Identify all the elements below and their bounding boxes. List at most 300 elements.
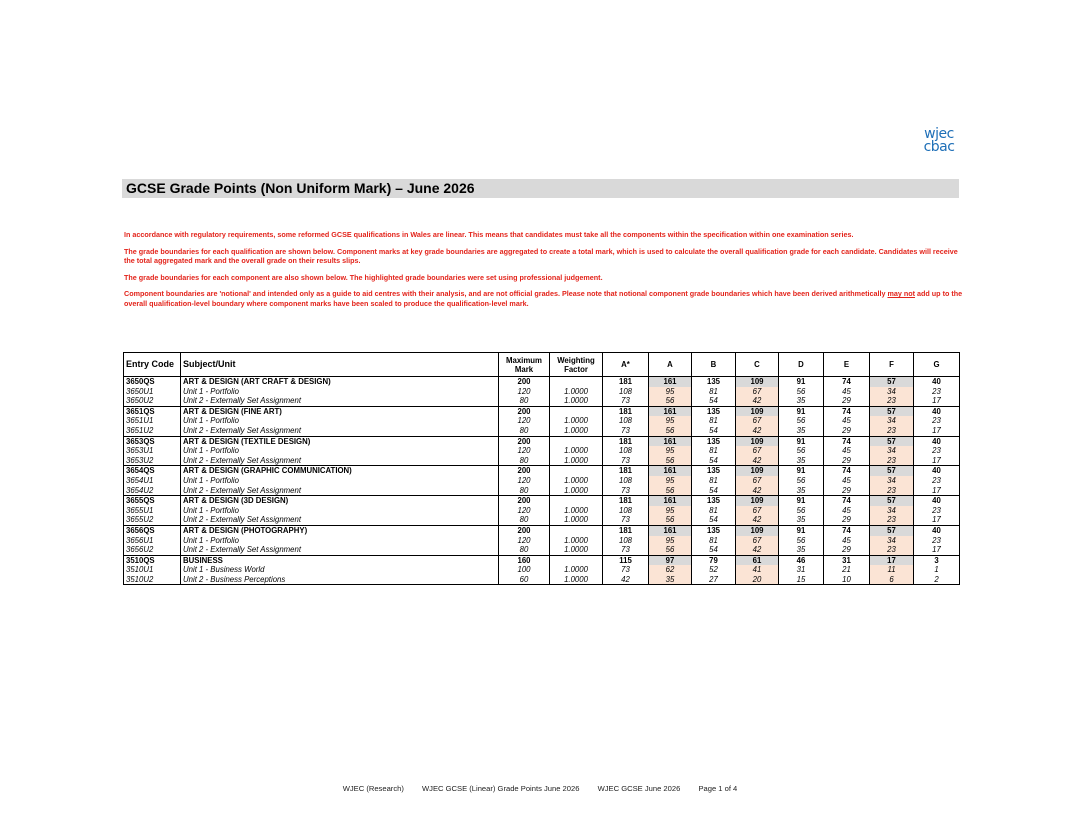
weighting-cell: 1.0000 <box>550 426 603 436</box>
entry-code-cell: 3654U2 <box>124 486 181 496</box>
subject-cell: Unit 2 - Externally Set Assignment <box>181 426 499 436</box>
header-grade: B <box>692 353 736 377</box>
grade-cell: 23 <box>870 426 914 436</box>
grade-cell: 17 <box>914 396 960 406</box>
grade-cell: 95 <box>649 536 692 546</box>
grade-cell: 135 <box>692 377 736 387</box>
grade-cell: 23 <box>914 476 960 486</box>
qualification-row <box>124 436 960 446</box>
grade-cell: 34 <box>870 446 914 456</box>
max-mark-cell: 120 <box>499 387 550 397</box>
entry-code-cell: 3654U1 <box>124 476 181 486</box>
subject-cell: Unit 2 - Externally Set Assignment <box>181 486 499 496</box>
entry-code-cell: 3656QS <box>124 525 181 535</box>
unit-row <box>124 476 960 486</box>
subject-cell: ART & DESIGN (GRAPHIC COMMUNICATION) <box>181 466 499 476</box>
unit-row <box>124 565 960 575</box>
grade-cell: 31 <box>779 565 824 575</box>
grade-cell: 54 <box>692 426 736 436</box>
weighting-cell <box>550 525 603 535</box>
footer-series: WJEC GCSE June 2026 <box>597 784 681 793</box>
grade-cell: 29 <box>824 486 870 496</box>
subject-cell: Unit 2 - Business Perceptions <box>181 575 499 585</box>
entry-code-cell: 3510U2 <box>124 575 181 585</box>
subject-cell: Unit 2 - Externally Set Assignment <box>181 515 499 525</box>
grade-cell: 73 <box>603 515 649 525</box>
grade-cell: 42 <box>736 515 779 525</box>
qualification-row <box>124 466 960 476</box>
max-mark-cell: 120 <box>499 536 550 546</box>
unit-row <box>124 515 960 525</box>
grade-cell: 135 <box>692 436 736 446</box>
grade-cell: 108 <box>603 476 649 486</box>
note-notional-underline: may not <box>887 289 916 299</box>
header-grade: A <box>649 353 692 377</box>
grade-cell: 56 <box>779 476 824 486</box>
subject-cell: Unit 1 - Portfolio <box>181 476 499 486</box>
qualification-row <box>124 377 960 387</box>
unit-row <box>124 426 960 436</box>
grade-cell: 54 <box>692 456 736 466</box>
header-grade: G <box>914 353 960 377</box>
weighting-cell: 1.0000 <box>550 387 603 397</box>
entry-code-cell: 3655QS <box>124 496 181 506</box>
footer-org: WJEC (Research) <box>342 784 404 793</box>
grade-cell: 40 <box>914 525 960 535</box>
grade-cell: 52 <box>692 565 736 575</box>
grade-cell: 135 <box>692 406 736 416</box>
subject-cell: BUSINESS <box>181 555 499 565</box>
grade-cell: 42 <box>736 456 779 466</box>
max-mark-cell: 160 <box>499 555 550 565</box>
grade-cell: 108 <box>603 416 649 426</box>
grade-cell: 20 <box>736 575 779 585</box>
subject-cell: Unit 1 - Business World <box>181 565 499 575</box>
subject-cell: Unit 1 - Portfolio <box>181 416 499 426</box>
grade-cell: 31 <box>824 555 870 565</box>
grade-cell: 108 <box>603 536 649 546</box>
entry-code-cell: 3656U2 <box>124 545 181 555</box>
max-mark-cell: 80 <box>499 456 550 466</box>
grade-cell: 67 <box>736 506 779 516</box>
grade-cell: 45 <box>824 387 870 397</box>
grade-cell: 23 <box>914 506 960 516</box>
grade-cell: 57 <box>870 496 914 506</box>
grade-cell: 34 <box>870 476 914 486</box>
grade-cell: 11 <box>870 565 914 575</box>
entry-code-cell: 3650U2 <box>124 396 181 406</box>
grade-cell: 161 <box>649 377 692 387</box>
grade-cell: 45 <box>824 416 870 426</box>
grade-cell: 95 <box>649 416 692 426</box>
grade-cell: 23 <box>914 416 960 426</box>
grade-cell: 81 <box>692 506 736 516</box>
grade-cell: 23 <box>870 456 914 466</box>
grade-cell: 73 <box>603 545 649 555</box>
max-mark-cell: 80 <box>499 396 550 406</box>
note-linear: In accordance with regulatory requirements, some reformed GCSE qualifications in Wales are linear. This means that candidates must take all the components within the specification within one examination series. <box>124 230 854 239</box>
footer-page: Page 1 of 4 <box>698 784 738 793</box>
unit-row <box>124 575 960 585</box>
weighting-cell: 1.0000 <box>550 506 603 516</box>
grade-cell: 91 <box>779 436 824 446</box>
grade-cell: 161 <box>649 406 692 416</box>
notes-section <box>124 230 964 316</box>
max-mark-cell: 80 <box>499 515 550 525</box>
grade-cell: 56 <box>779 416 824 426</box>
entry-code-cell: 3651U1 <box>124 416 181 426</box>
grade-cell: 62 <box>649 565 692 575</box>
grade-cell: 67 <box>736 416 779 426</box>
grade-cell: 56 <box>779 536 824 546</box>
grade-cell: 67 <box>736 387 779 397</box>
grade-cell: 161 <box>649 525 692 535</box>
grade-cell: 35 <box>779 396 824 406</box>
grade-cell: 161 <box>649 436 692 446</box>
entry-code-cell: 3653QS <box>124 436 181 446</box>
note-notional-text-2: add up to the overall qualification-level boundary where component marks have been scaled to produce the qualification-level mark. <box>124 289 963 308</box>
grade-cell: 42 <box>736 486 779 496</box>
grade-cell: 35 <box>779 486 824 496</box>
grade-cell: 35 <box>779 456 824 466</box>
weighting-cell: 1.0000 <box>550 545 603 555</box>
grade-cell: 40 <box>914 466 960 476</box>
grade-cell: 17 <box>870 555 914 565</box>
grade-cell: 42 <box>736 545 779 555</box>
weighting-cell <box>550 555 603 565</box>
weighting-cell: 1.0000 <box>550 446 603 456</box>
max-mark-cell: 200 <box>499 525 550 535</box>
grade-cell: 91 <box>779 406 824 416</box>
grade-cell: 23 <box>870 545 914 555</box>
weighting-cell <box>550 496 603 506</box>
grade-cell: 29 <box>824 456 870 466</box>
grade-cell: 29 <box>824 426 870 436</box>
grade-cell: 109 <box>736 436 779 446</box>
grade-cell: 73 <box>603 486 649 496</box>
grade-cell: 81 <box>692 476 736 486</box>
grade-cell: 109 <box>736 377 779 387</box>
grade-cell: 108 <box>603 506 649 516</box>
grade-cell: 95 <box>649 446 692 456</box>
grade-cell: 10 <box>824 575 870 585</box>
weighting-cell <box>550 436 603 446</box>
grade-cell: 34 <box>870 536 914 546</box>
grade-cell: 81 <box>692 536 736 546</box>
grade-cell: 91 <box>779 496 824 506</box>
grade-cell: 181 <box>603 406 649 416</box>
grade-cell: 15 <box>779 575 824 585</box>
grade-cell: 46 <box>779 555 824 565</box>
header-grade: F <box>870 353 914 377</box>
max-mark-cell: 120 <box>499 476 550 486</box>
grade-cell: 135 <box>692 466 736 476</box>
entry-code-cell: 3656U1 <box>124 536 181 546</box>
grade-cell: 56 <box>649 515 692 525</box>
header-grade: A* <box>603 353 649 377</box>
weighting-cell: 1.0000 <box>550 396 603 406</box>
weighting-cell <box>550 466 603 476</box>
grade-cell: 181 <box>603 525 649 535</box>
grade-cell: 91 <box>779 377 824 387</box>
grade-cell: 40 <box>914 377 960 387</box>
subject-cell: Unit 1 - Portfolio <box>181 446 499 456</box>
header-grade: C <box>736 353 779 377</box>
footer-doc: WJEC GCSE (Linear) Grade Points June 2026 <box>422 784 580 793</box>
weighting-cell: 1.0000 <box>550 515 603 525</box>
grade-cell: 161 <box>649 496 692 506</box>
subject-cell: Unit 2 - Externally Set Assignment <box>181 456 499 466</box>
table-body <box>124 377 960 585</box>
logo-line-1: wjec <box>924 126 954 142</box>
grade-cell: 34 <box>870 416 914 426</box>
grade-cell: 54 <box>692 486 736 496</box>
max-mark-cell: 200 <box>499 377 550 387</box>
grade-cell: 2 <box>914 575 960 585</box>
logo-line-2: cbac <box>923 139 955 155</box>
qualification-row <box>124 406 960 416</box>
grade-cell: 57 <box>870 377 914 387</box>
weighting-cell: 1.0000 <box>550 476 603 486</box>
grade-cell: 34 <box>870 387 914 397</box>
grade-cell: 54 <box>692 515 736 525</box>
note-boundaries: The grade boundaries for each qualification are shown below. Component marks at key grade boundaries are aggregated to create a total mark, which is used to calculate the overall qualification grade for each candidate. Candidates will receive the total aggregated mark and the overall grade on their results slips. <box>124 246 958 266</box>
unit-row <box>124 506 960 516</box>
entry-code-cell: 3510U1 <box>124 565 181 575</box>
grade-cell: 135 <box>692 525 736 535</box>
grade-cell: 56 <box>779 387 824 397</box>
max-mark-cell: 120 <box>499 446 550 456</box>
qualification-row <box>124 555 960 565</box>
note-components: The grade boundaries for each component are also shown below. The highlighted grade boundaries were set using professional judgement. <box>124 272 603 282</box>
weighting-cell: 1.0000 <box>550 456 603 466</box>
entry-code-cell: 3653U1 <box>124 446 181 456</box>
grade-cell: 56 <box>649 396 692 406</box>
grade-cell: 108 <box>603 387 649 397</box>
grade-cell: 35 <box>779 545 824 555</box>
weighting-cell: 1.0000 <box>550 536 603 546</box>
grade-cell: 35 <box>779 515 824 525</box>
grade-cell: 23 <box>914 536 960 546</box>
grade-cell: 79 <box>692 555 736 565</box>
grade-cell: 56 <box>649 486 692 496</box>
grade-cell: 109 <box>736 525 779 535</box>
max-mark-cell: 80 <box>499 486 550 496</box>
grade-cell: 35 <box>649 575 692 585</box>
subject-cell: ART & DESIGN (PHOTOGRAPHY) <box>181 525 499 535</box>
grade-cell: 56 <box>649 426 692 436</box>
grade-cell: 17 <box>914 456 960 466</box>
qualification-row <box>124 525 960 535</box>
grade-cell: 73 <box>603 426 649 436</box>
grade-cell: 23 <box>870 486 914 496</box>
grade-cell: 74 <box>824 377 870 387</box>
grade-cell: 40 <box>914 436 960 446</box>
entry-code-cell: 3650QS <box>124 377 181 387</box>
unit-row <box>124 396 960 406</box>
weighting-cell <box>550 406 603 416</box>
subject-cell: Unit 1 - Portfolio <box>181 387 499 397</box>
grade-cell: 109 <box>736 406 779 416</box>
unit-row <box>124 446 960 456</box>
grade-cell: 109 <box>736 496 779 506</box>
header-grade: E <box>824 353 870 377</box>
unit-row <box>124 456 960 466</box>
grade-cell: 97 <box>649 555 692 565</box>
grade-cell: 17 <box>914 426 960 436</box>
grade-cell: 74 <box>824 525 870 535</box>
grade-cell: 3 <box>914 555 960 565</box>
entry-code-cell: 3653U2 <box>124 456 181 466</box>
subject-cell: Unit 1 - Portfolio <box>181 536 499 546</box>
grade-cell: 181 <box>603 466 649 476</box>
grade-cell: 35 <box>779 426 824 436</box>
grade-cell: 95 <box>649 506 692 516</box>
grade-cell: 74 <box>824 496 870 506</box>
grade-cell: 23 <box>914 446 960 456</box>
grade-cell: 40 <box>914 406 960 416</box>
grade-cell: 41 <box>736 565 779 575</box>
grade-cell: 73 <box>603 396 649 406</box>
entry-code-cell: 3651QS <box>124 406 181 416</box>
entry-code-cell: 3650U1 <box>124 387 181 397</box>
grade-cell: 74 <box>824 406 870 416</box>
grade-cell: 67 <box>736 446 779 456</box>
entry-code-cell: 3654QS <box>124 466 181 476</box>
grade-cell: 95 <box>649 387 692 397</box>
max-mark-cell: 200 <box>499 436 550 446</box>
wjec-cbac-logo <box>918 128 960 154</box>
unit-row <box>124 545 960 555</box>
page-footer <box>0 784 1080 793</box>
unit-row <box>124 387 960 397</box>
grade-cell: 91 <box>779 525 824 535</box>
grade-cell: 21 <box>824 565 870 575</box>
max-mark-cell: 100 <box>499 565 550 575</box>
max-mark-cell: 120 <box>499 506 550 516</box>
grade-cell: 135 <box>692 496 736 506</box>
unit-row <box>124 416 960 426</box>
subject-cell: ART & DESIGN (TEXTILE DESIGN) <box>181 436 499 446</box>
grade-cell: 29 <box>824 545 870 555</box>
grade-cell: 108 <box>603 446 649 456</box>
unit-row <box>124 486 960 496</box>
grade-cell: 56 <box>649 545 692 555</box>
grade-cell: 81 <box>692 416 736 426</box>
grade-cell: 81 <box>692 387 736 397</box>
grade-cell: 91 <box>779 466 824 476</box>
grade-boundaries-table <box>123 352 960 585</box>
grade-cell: 54 <box>692 545 736 555</box>
grade-cell: 67 <box>736 536 779 546</box>
grade-cell: 61 <box>736 555 779 565</box>
grade-cell: 95 <box>649 476 692 486</box>
grade-cell: 181 <box>603 436 649 446</box>
grade-cell: 45 <box>824 446 870 456</box>
grade-cell: 6 <box>870 575 914 585</box>
entry-code-cell: 3510QS <box>124 555 181 565</box>
weighting-cell: 1.0000 <box>550 565 603 575</box>
grade-cell: 42 <box>603 575 649 585</box>
grade-cell: 34 <box>870 506 914 516</box>
header-entry-code: Entry Code <box>124 353 181 377</box>
header-grade: D <box>779 353 824 377</box>
max-mark-cell: 120 <box>499 416 550 426</box>
table-header-row <box>124 353 960 377</box>
grade-cell: 57 <box>870 466 914 476</box>
entry-code-cell: 3651U2 <box>124 426 181 436</box>
weighting-cell: 1.0000 <box>550 416 603 426</box>
grade-cell: 73 <box>603 456 649 466</box>
grade-cell: 67 <box>736 476 779 486</box>
grade-cell: 29 <box>824 515 870 525</box>
grade-cell: 161 <box>649 466 692 476</box>
grade-cell: 54 <box>692 396 736 406</box>
header-weighting: Weighting Factor <box>550 353 603 377</box>
subject-cell: ART & DESIGN (ART CRAFT & DESIGN) <box>181 377 499 387</box>
grade-cell: 23 <box>914 387 960 397</box>
max-mark-cell: 200 <box>499 496 550 506</box>
grade-cell: 45 <box>824 476 870 486</box>
note-notional-text-1: Component boundaries are 'notional' and intended only as a guide to aid centres with their analysis, and are not official grades. Please note that notional component grade boundaries which have been derived arithmetically <box>124 289 888 299</box>
grade-cell: 45 <box>824 506 870 516</box>
unit-row <box>124 536 960 546</box>
header-subject: Subject/Unit <box>181 353 499 377</box>
grade-cell: 17 <box>914 486 960 496</box>
note-notional <box>124 289 964 308</box>
grade-cell: 23 <box>870 396 914 406</box>
qualification-row <box>124 496 960 506</box>
max-mark-cell: 200 <box>499 406 550 416</box>
grade-cell: 29 <box>824 396 870 406</box>
weighting-cell <box>550 377 603 387</box>
weighting-cell: 1.0000 <box>550 486 603 496</box>
entry-code-cell: 3655U1 <box>124 506 181 516</box>
grade-cell: 1 <box>914 565 960 575</box>
grade-cell: 56 <box>779 446 824 456</box>
subject-cell: ART & DESIGN (3D DESIGN) <box>181 496 499 506</box>
grade-cell: 56 <box>779 506 824 516</box>
max-mark-cell: 80 <box>499 426 550 436</box>
subject-cell: Unit 2 - Externally Set Assignment <box>181 545 499 555</box>
grade-cell: 27 <box>692 575 736 585</box>
grade-cell: 57 <box>870 406 914 416</box>
grade-cell: 73 <box>603 565 649 575</box>
grade-cell: 57 <box>870 436 914 446</box>
grade-cell: 181 <box>603 496 649 506</box>
subject-cell: Unit 1 - Portfolio <box>181 506 499 516</box>
header-max-mark: Maximum Mark <box>499 353 550 377</box>
max-mark-cell: 200 <box>499 466 550 476</box>
weighting-cell: 1.0000 <box>550 575 603 585</box>
subject-cell: ART & DESIGN (FINE ART) <box>181 406 499 416</box>
grade-cell: 42 <box>736 426 779 436</box>
subject-cell: Unit 2 - Externally Set Assignment <box>181 396 499 406</box>
grade-cell: 81 <box>692 446 736 456</box>
entry-code-cell: 3655U2 <box>124 515 181 525</box>
max-mark-cell: 60 <box>499 575 550 585</box>
grade-cell: 40 <box>914 496 960 506</box>
grade-cell: 23 <box>870 515 914 525</box>
grade-cell: 17 <box>914 545 960 555</box>
grade-cell: 74 <box>824 436 870 446</box>
grade-cell: 181 <box>603 377 649 387</box>
grade-cell: 45 <box>824 536 870 546</box>
grade-cell: 17 <box>914 515 960 525</box>
grade-cell: 109 <box>736 466 779 476</box>
grade-cell: 115 <box>603 555 649 565</box>
grade-cell: 56 <box>649 456 692 466</box>
